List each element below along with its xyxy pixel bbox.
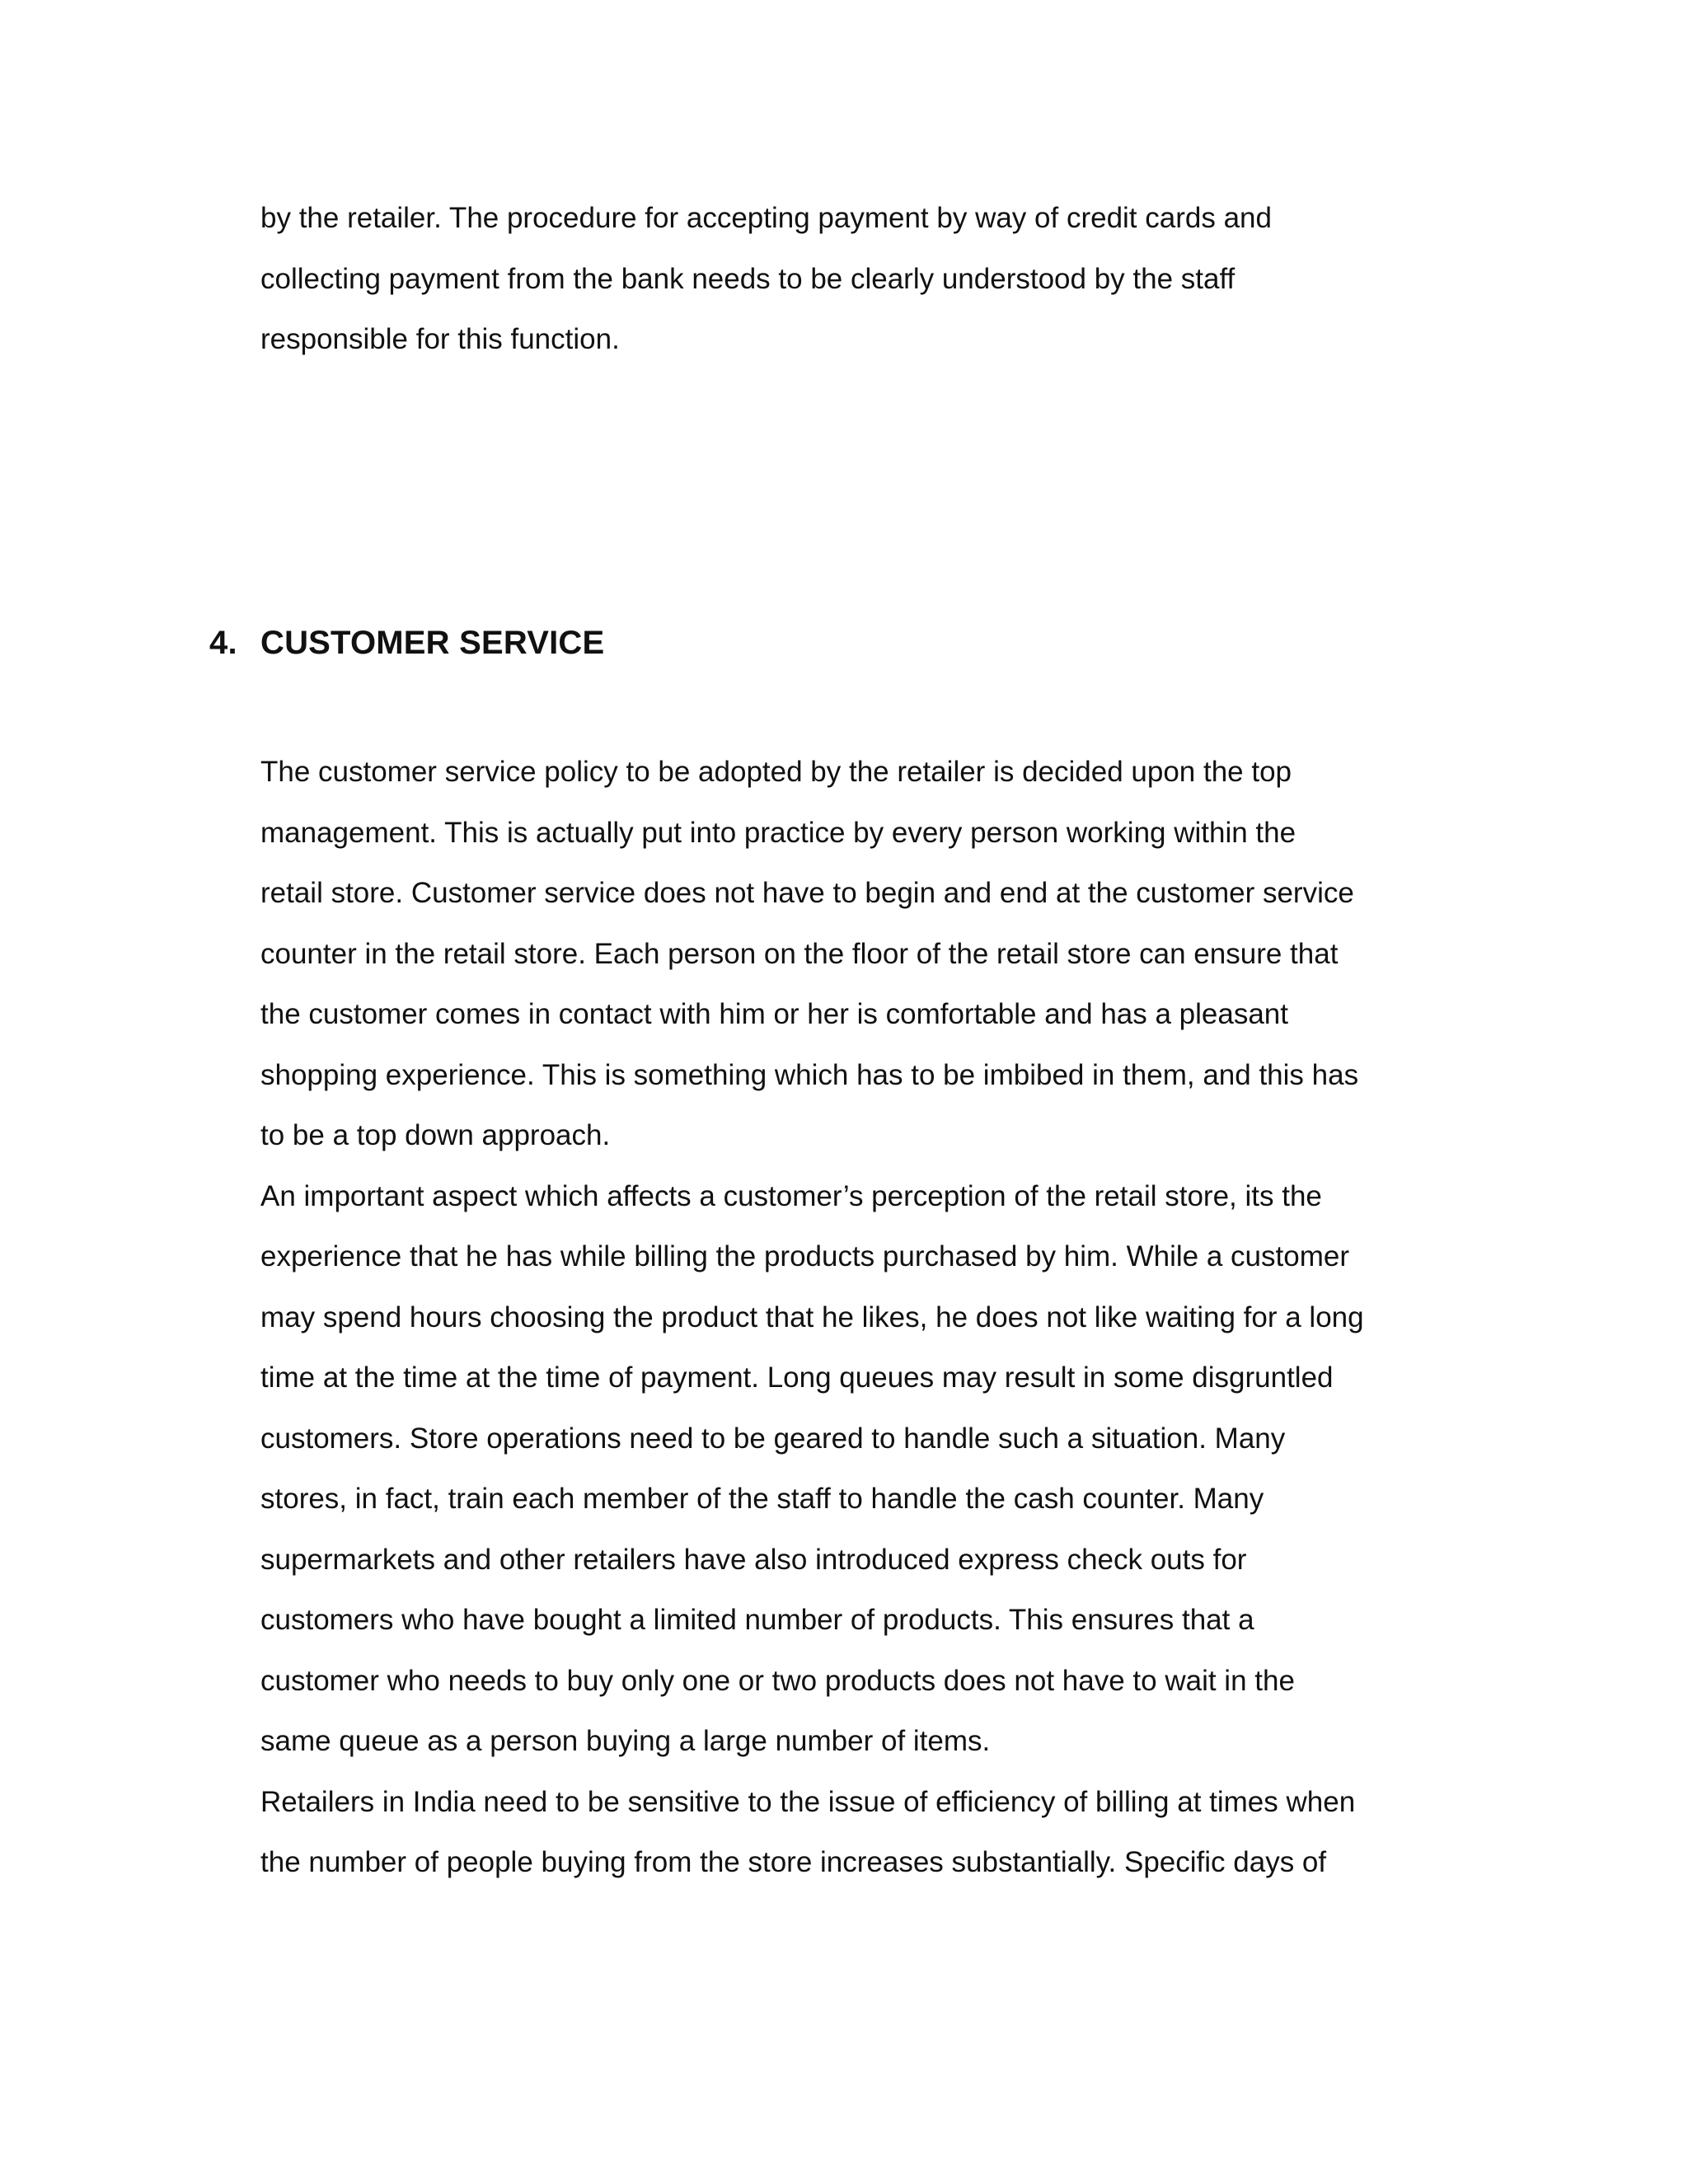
text-line: customers. Store operations need to be geared to handle such a situation. Many (260, 1422, 1286, 1455)
text-line: retail store. Customer service does not have to begin and end at the customer service (260, 877, 1354, 909)
text-line: Retailers in India need to be sensitive to the issue of efficiency of billing at times when (260, 1785, 1356, 1818)
text-line: supermarkets and other retailers have also introduced express check outs for (260, 1543, 1247, 1576)
text-line: to be a top down approach. (260, 1119, 611, 1151)
section-number: 4. (209, 625, 237, 661)
text-line: customers who have bought a limited number of products. This ensures that a (260, 1604, 1254, 1636)
text-line: counter in the retail store. Each person on the floor of the retail store can ensure that (260, 937, 1339, 970)
text-line: the customer comes in contact with him or her is comfortable and has a pleasant (260, 998, 1288, 1030)
section-title: CUSTOMER SERVICE (260, 625, 605, 661)
text-line: time at the time at the time of payment. Long queues may result in some disgruntled (260, 1361, 1334, 1394)
text-line: customer who needs to buy only one or two products does not have to wait in the (260, 1664, 1295, 1697)
text-line: collecting payment from the bank needs to be clearly understood by the staff (260, 262, 1236, 295)
text-line: same queue as a person buying a large number of items. (260, 1725, 991, 1757)
text-line: responsible for this function. (260, 323, 620, 355)
section-heading (209, 618, 604, 668)
text-line: by the retailer. The procedure for accepting payment by way of credit cards and (260, 202, 1272, 234)
text-line: experience that he has while billing the products purchased by him. While a customer (260, 1240, 1349, 1272)
intro-paragraph (260, 188, 1447, 370)
text-line: may spend hours choosing the product that he likes, he does not like waiting for a long (260, 1301, 1364, 1333)
section-body (260, 742, 1447, 1893)
text-line: stores, in fact, train each member of the staff to handle the cash counter. Many (260, 1483, 1264, 1515)
text-line: the number of people buying from the store increases substantially. Specific days of (260, 1846, 1327, 1878)
text-line: shopping experience. This is something which has to be imbibed in them, and this has (260, 1058, 1359, 1091)
text-line: The customer service policy to be adopted by the retailer is decided upon the top (260, 756, 1292, 788)
text-line: An important aspect which affects a customer’s perception of the retail store, its the (260, 1179, 1322, 1212)
text-line: management. This is actually put into practice by every person working within the (260, 816, 1296, 849)
